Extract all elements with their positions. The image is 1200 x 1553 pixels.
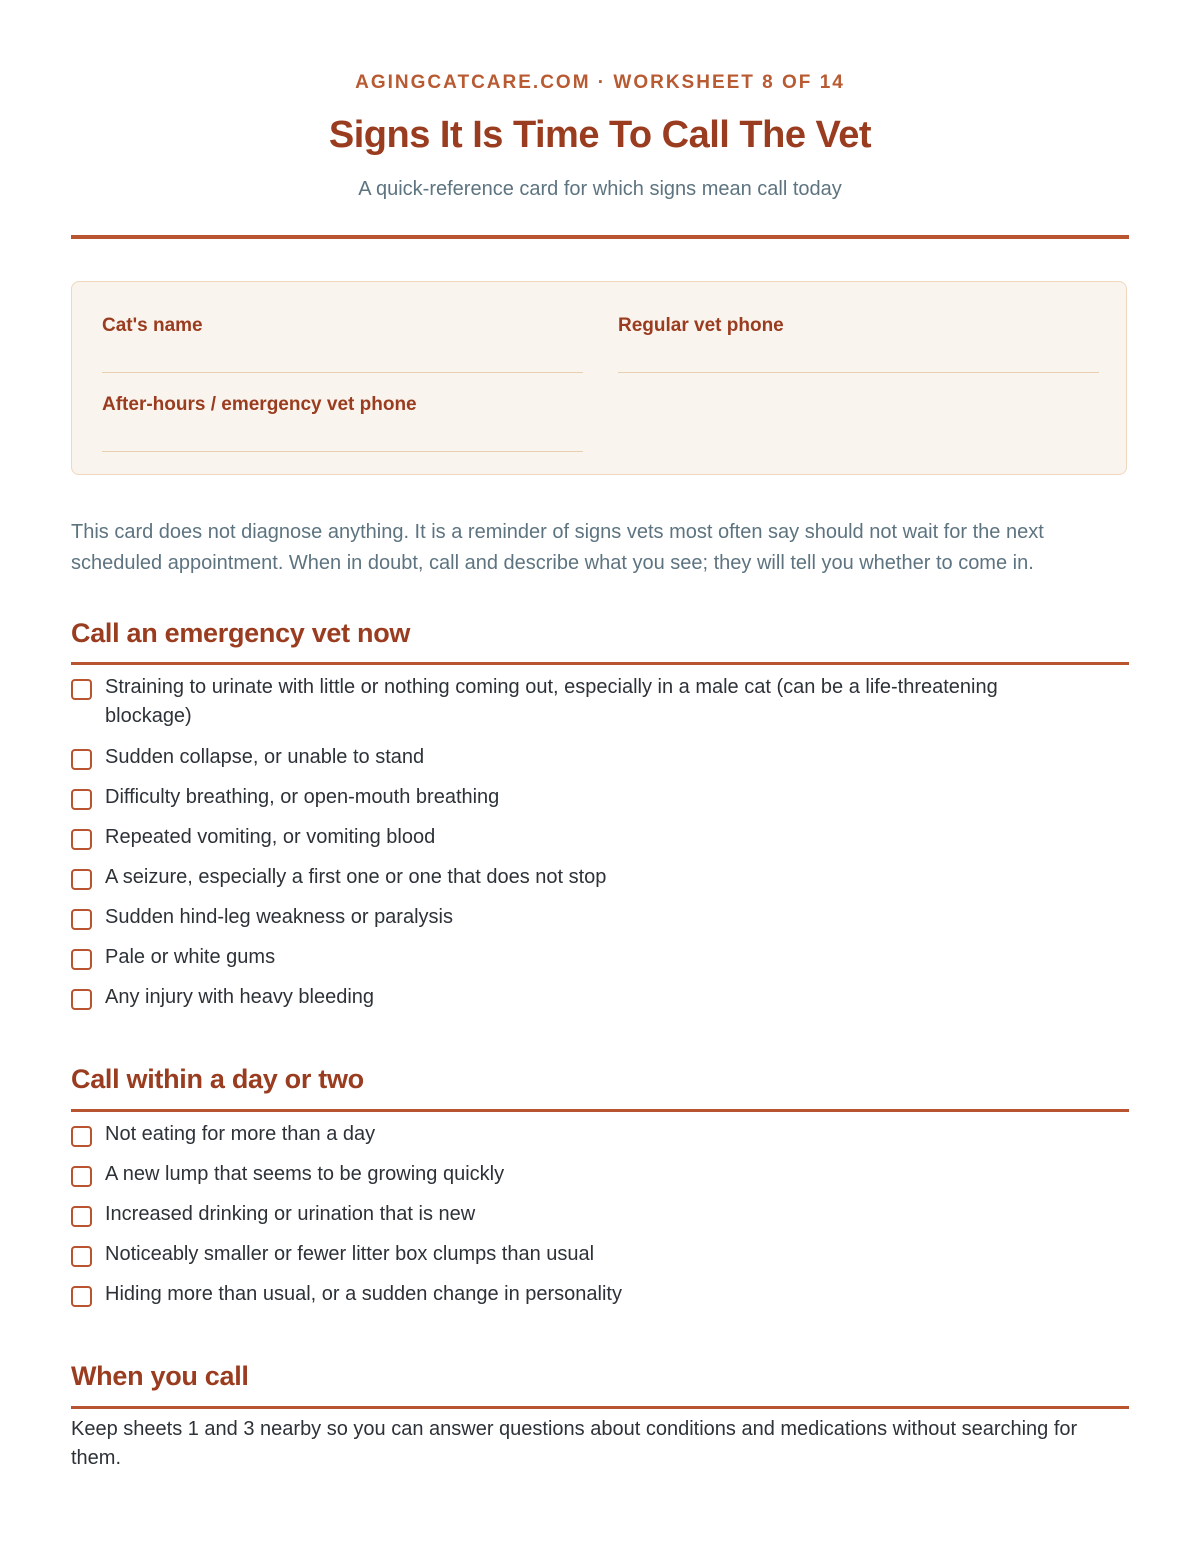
site-kicker: AGINGCATCARE.COM · WORKSHEET 8 OF 14 <box>355 72 845 93</box>
checkbox[interactable] <box>71 789 92 810</box>
checkbox[interactable] <box>71 749 92 770</box>
section-divider <box>71 1109 1129 1112</box>
section-title-soon: Call within a day or two <box>71 1064 364 1094</box>
cat-name-field[interactable] <box>102 315 583 337</box>
regular-vet-phone-label: Regular vet phone <box>618 315 784 336</box>
checklist-item-text: Straining to urinate with little or nothing coming out, especially in a male cat (can be a life-threatening blockage) <box>105 676 998 727</box>
checklist-item-text: Noticeably smaller or fewer litter box clumps than usual <box>105 1243 595 1265</box>
checklist-item-text: Not eating for more than a day <box>105 1123 376 1145</box>
intro-paragraph: This card does not diagnose anything. It is a reminder of signs vets most often say should not wait for the next scheduled appointment. When in doubt, call and describe what you see; they will tell you whether to come in. <box>71 521 1044 574</box>
checkbox[interactable] <box>71 909 92 930</box>
checklist-item-text: Increased drinking or urination that is new <box>105 1203 476 1225</box>
checklist-item-text: A seizure, especially a first one or one that does not stop <box>105 866 607 888</box>
cat-name-label: Cat's name <box>102 315 203 336</box>
regular-vet-phone-field[interactable] <box>618 315 1099 337</box>
title-divider <box>71 235 1129 239</box>
contact-info-box <box>71 281 1127 475</box>
when-you-call-text: Keep sheets 1 and 3 nearby so you can answer questions about conditions and medications without searching for them. <box>71 1418 1078 1469</box>
checklist-item-text: Sudden collapse, or unable to stand <box>105 746 425 768</box>
page-title: Signs It Is Time To Call The Vet <box>328 114 872 156</box>
cat-name-line[interactable] <box>102 372 583 373</box>
checklist-item-text: Any injury with heavy bleeding <box>105 986 375 1008</box>
checklist-item-text: Hiding more than usual, or a sudden change in personality <box>105 1283 622 1305</box>
emergency-vet-phone-label: After-hours / emergency vet phone <box>102 394 417 415</box>
checklist-item-text: Repeated vomiting, or vomiting blood <box>105 826 436 848</box>
checkbox[interactable] <box>71 989 92 1010</box>
checkbox[interactable] <box>71 1246 92 1267</box>
regular-vet-phone-line[interactable] <box>618 372 1099 373</box>
page-subtitle: A quick-reference card for which signs mean call today <box>358 178 842 200</box>
checklist-item-text: Pale or white gums <box>105 946 276 968</box>
checkbox[interactable] <box>71 949 92 970</box>
checklist-item-text: A new lump that seems to be growing quickly <box>105 1163 505 1185</box>
section-title-when-you-call: When you call <box>71 1361 249 1391</box>
checkbox[interactable] <box>71 679 92 700</box>
checkbox[interactable] <box>71 1166 92 1187</box>
emergency-vet-phone-field[interactable] <box>102 394 583 416</box>
checklist-item-text: Difficulty breathing, or open-mouth breathing <box>105 786 500 808</box>
checkbox[interactable] <box>71 1126 92 1147</box>
section-title-emergency: Call an emergency vet now <box>71 618 411 648</box>
checklist-item-text: Sudden hind-leg weakness or paralysis <box>105 906 453 928</box>
section-divider <box>71 662 1129 665</box>
checkbox[interactable] <box>71 1206 92 1227</box>
emergency-vet-phone-line[interactable] <box>102 451 583 452</box>
section-divider <box>71 1406 1129 1409</box>
checkbox[interactable] <box>71 869 92 890</box>
checkbox[interactable] <box>71 829 92 850</box>
checkbox[interactable] <box>71 1286 92 1307</box>
